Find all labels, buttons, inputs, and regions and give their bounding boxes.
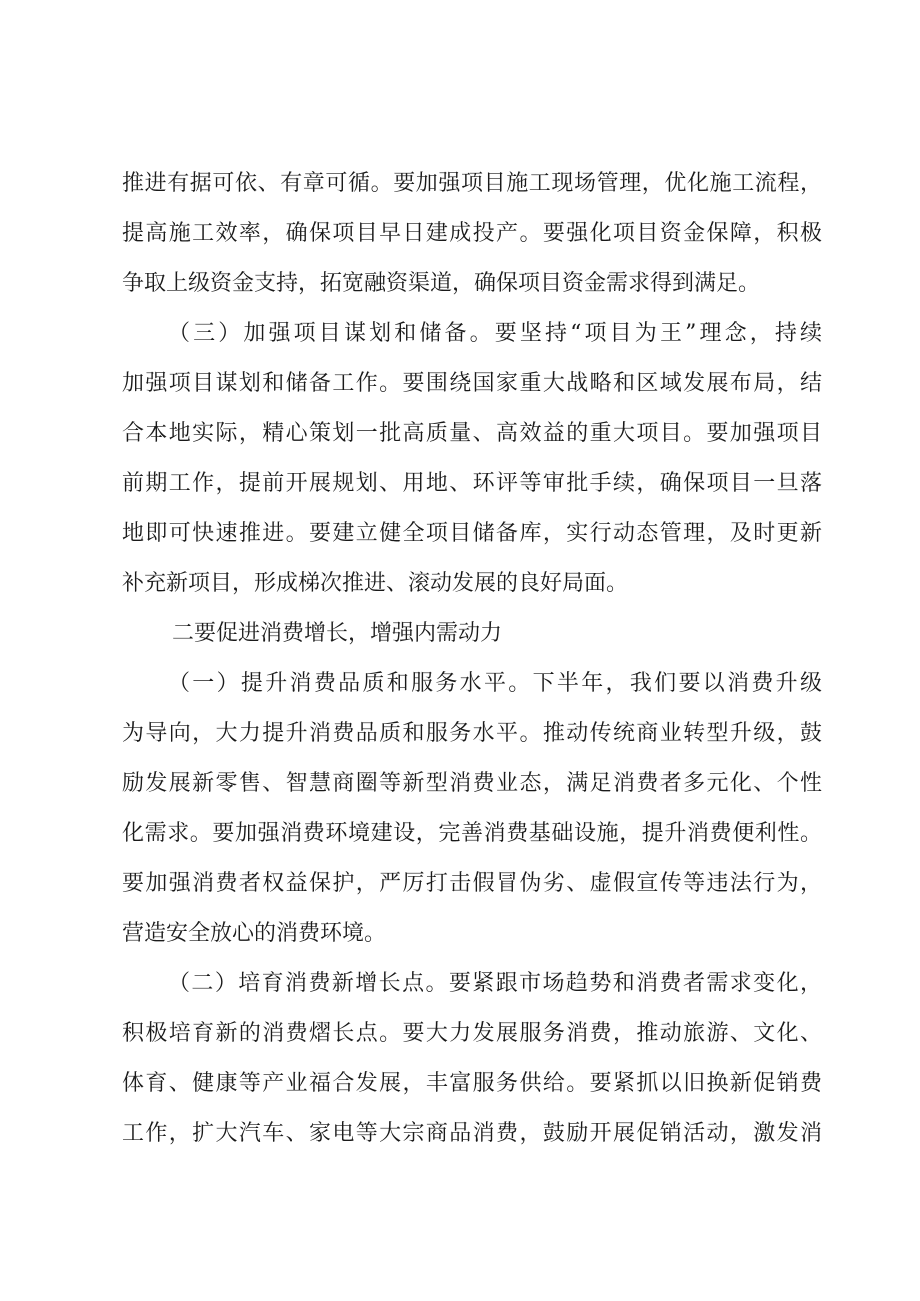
section-heading-line: （一）提升消费品质和服务水平。下半年，我们要以消费升级 [168, 671, 822, 696]
section-heading-line: （二）培育消费新增长点。要紧跟市场趋势和消费者需求变化， [168, 971, 822, 996]
body-text-line: 体育、健康等产业福合发展，丰富服务供给。要紧抓以旧换新促销费 [122, 1071, 822, 1096]
body-text-line: 补充新项目，形成梯次推进、滚动发展的良好局面。 [122, 571, 629, 596]
body-text-line: 化需求。要加强消费环境建设，完善消费基础设施，提升消费便利性。 [122, 821, 822, 846]
body-text-line: 营造安全放心的消费环境。 [122, 921, 387, 946]
body-text-line: 争取上级资金支持，拓宽融资渠道，确保项目资金需求得到满足。 [122, 271, 761, 296]
body-text-line: 要加强消费者权益保护，严厉打击假冒伪劣、虚假宣传等违法行为， [122, 871, 822, 896]
body-text-line: 励发展新零售、智慧商圈等新型消费业态，满足消费者多元化、个性 [122, 771, 822, 796]
body-text-line: 提高施工效率，确保项目早日建成投产。要强化项目资金保障，积极 [122, 221, 822, 246]
body-text-line: 积极培育新的消费熠长点。要大力发展服务消费，推动旅游、文化、 [122, 1021, 822, 1046]
body-text-line: 加强项目谋划和储备工作。要围绕国家重大战略和区域发展布局，结 [122, 371, 822, 396]
body-text-line: 前期工作，提前开展规划、用地、环评等审批手续，确保项目一旦落 [122, 471, 822, 496]
body-text-line: 为导向，大力提升消费品质和服务水平。推动传统商业转型升级，鼓 [122, 721, 822, 746]
body-text-line: 工作，扩大汽车、家电等大宗商品消费，鼓励开展促销活动，激发消 [122, 1121, 822, 1146]
body-text-line: 地即可快速推进。要建立健全项目储备库，实行动态管理，及时更新 [122, 521, 822, 546]
chapter-heading: 二要促进消费增长，增强内需动力 [172, 621, 503, 646]
body-text-line: 合本地实际，精心策划一批高质量、高效益的重大项目。要加强项目 [122, 421, 822, 446]
section-heading-line: （三）加强项目谋划和储备。要坚持“项目为王”理念，持续 [168, 321, 822, 346]
body-text-line: 推进有据可依、有章可循。要加强项目施工现场管理，优化施工流程， [122, 171, 822, 196]
